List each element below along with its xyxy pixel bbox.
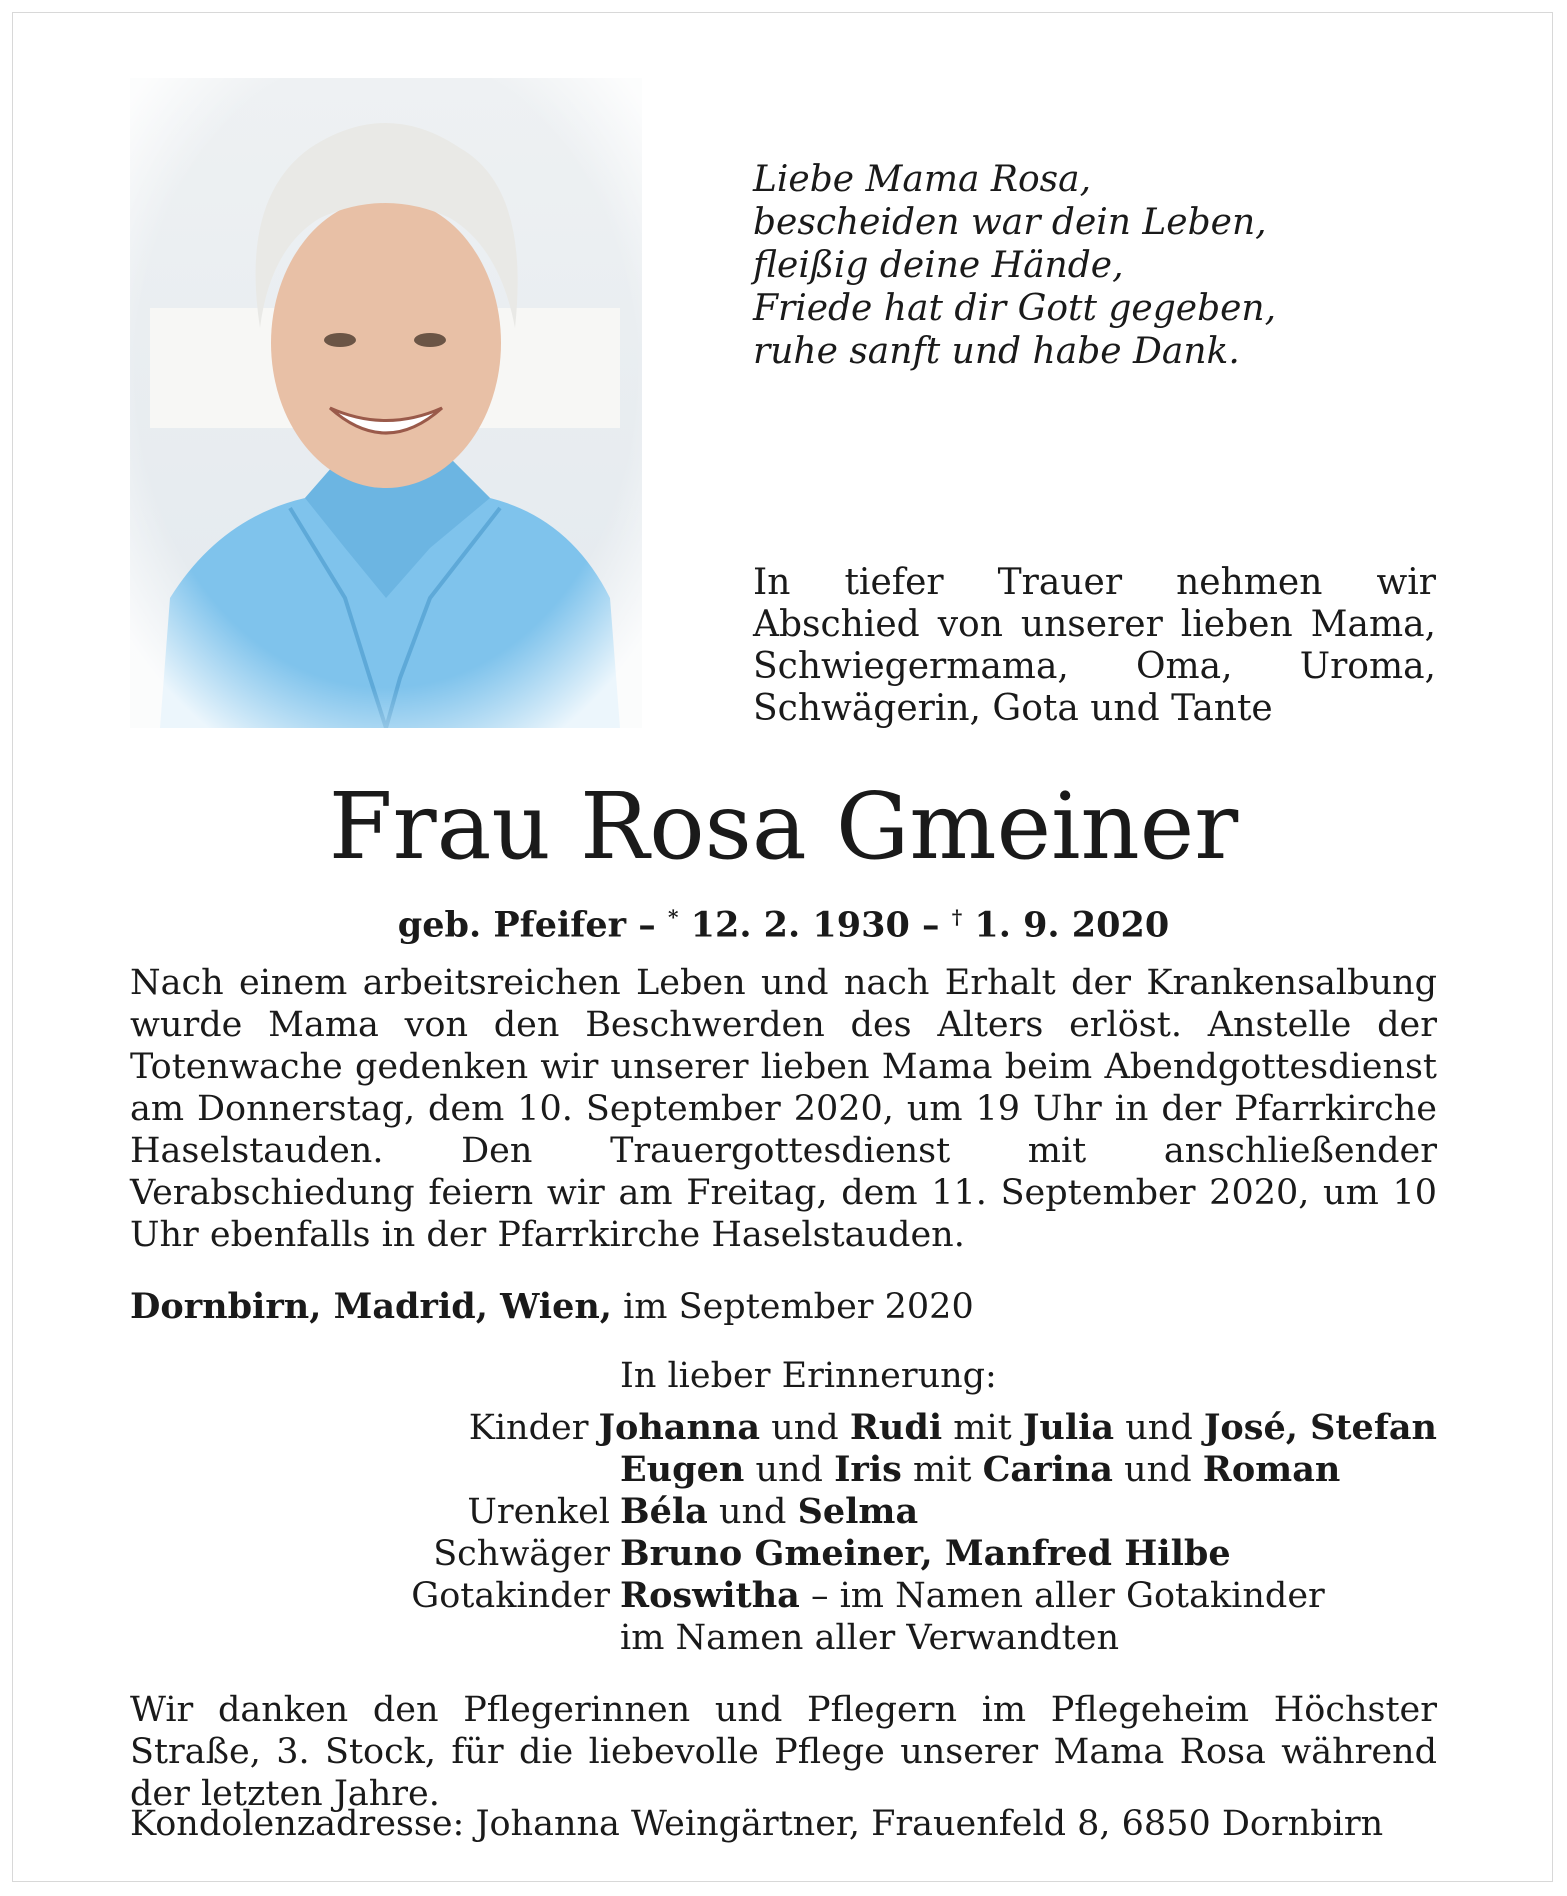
person-name: Rudi bbox=[849, 1407, 943, 1448]
maiden-name: geb. Pfeifer bbox=[397, 904, 627, 946]
service-announcement: Nach einem arbeitsreichen Leben und nach Erhalt der Krankensalbung wurde Mama von den Beschwerden des Alters erlöst. Anstelle der Totenwache gedenken wir unserer lieben Mama beim Abendgottesdienst am Donnerstag, dem 10. September 2020, um 19 Uhr in der Pfarrkirche Haselstauden. Den Trauergottesdienst mit anschließender Verabschiedung feiern wir am Freitag, dem 11. September 2020, um 10 Uhr ebenfalls in der Pfarrkirche Haselstauden. bbox=[130, 963, 1437, 1255]
connector-text: und bbox=[1112, 1450, 1203, 1490]
family-role: Kinder bbox=[468, 1408, 589, 1448]
poem-line: Friede hat dir Gott gegeben, bbox=[753, 288, 1277, 329]
person-name: Eugen bbox=[620, 1449, 745, 1490]
connector-text: und bbox=[1114, 1408, 1204, 1448]
connector-text: – im Namen aller Gotakinder bbox=[799, 1576, 1325, 1616]
life-dates bbox=[0, 895, 1567, 948]
portrait-photo bbox=[130, 78, 642, 728]
poem-line: bescheiden war dein Leben, bbox=[753, 202, 1267, 243]
died-symbol: † bbox=[951, 905, 963, 929]
connector-text: und bbox=[707, 1492, 798, 1532]
family-names bbox=[598, 1407, 1437, 1449]
family-row-kinder bbox=[130, 1407, 1437, 1449]
person-name: Iris bbox=[834, 1449, 902, 1490]
died-date: 1. 9. 2020 bbox=[962, 904, 1170, 946]
family-row-kinder-cont bbox=[130, 1449, 1437, 1491]
family-names bbox=[620, 1575, 1437, 1617]
cities: Dornbirn, Madrid, Wien, bbox=[130, 1286, 612, 1327]
connector-text: mit bbox=[901, 1450, 983, 1490]
condolence-address: Kondolenzadresse: Johanna Weingärtner, Frauenfeld 8, 6850 Dornbirn bbox=[130, 1804, 1384, 1844]
memorial-poem bbox=[753, 158, 1453, 373]
born-date: 12. 2. 1930 bbox=[678, 904, 910, 946]
family-names: im Namen aller Verwandten bbox=[620, 1618, 1119, 1658]
family-row-gotakinder bbox=[130, 1575, 1437, 1617]
poem-line: fleißig deine Hände, bbox=[753, 245, 1124, 286]
person-name: Carina bbox=[982, 1449, 1113, 1490]
person-name: Roswitha bbox=[620, 1575, 800, 1616]
family-row-verwandte bbox=[130, 1617, 1437, 1659]
person-name: Selma bbox=[797, 1491, 919, 1532]
person-name: Roman bbox=[1202, 1449, 1341, 1490]
family-row-schwaeger bbox=[130, 1533, 1437, 1575]
family-role: Gotakinder bbox=[411, 1576, 610, 1616]
person-name: José, Stefan bbox=[1203, 1407, 1437, 1448]
person-name: Johanna bbox=[598, 1407, 761, 1448]
born-symbol: * bbox=[667, 905, 679, 929]
connector-text: und bbox=[744, 1450, 835, 1490]
person-name: Béla bbox=[620, 1491, 708, 1532]
person-name: Bruno Gmeiner, Manfred Hilbe bbox=[620, 1533, 1231, 1574]
person-name: Julia bbox=[1022, 1407, 1115, 1448]
deceased-name: Frau Rosa Gmeiner bbox=[328, 773, 1239, 880]
intro-text: In tiefer Trauer nehmen wir Abschied von unserer lieben Mama, Schwiegermama, Oma, Uroma, Schwägerin, Gota und Tante bbox=[753, 562, 1436, 729]
family-role: Urenkel bbox=[467, 1492, 610, 1532]
date-text: im September 2020 bbox=[611, 1287, 974, 1327]
family-list bbox=[130, 1407, 1437, 1659]
connector-text: und bbox=[760, 1408, 850, 1448]
family-row-urenkel bbox=[130, 1491, 1437, 1533]
family-names bbox=[620, 1449, 1437, 1491]
memory-heading: In lieber Erinnerung: bbox=[620, 1356, 997, 1396]
family-names bbox=[620, 1491, 1437, 1533]
poem-line: Liebe Mama Rosa, bbox=[753, 159, 1092, 200]
separator: – bbox=[626, 904, 668, 946]
place-date-line bbox=[130, 1286, 1437, 1328]
separator: – bbox=[909, 904, 952, 946]
family-names bbox=[620, 1533, 1437, 1575]
poem-line: ruhe sanft und habe Dank. bbox=[753, 331, 1240, 372]
connector-text: mit bbox=[942, 1408, 1023, 1448]
thanks-text: Wir danken den Pflegerinnen und Pflegern im Pflegeheim Höchster Straße, 3. Stock, für die liebevolle Pflege unserer Mama Rosa während der letzten Jahre. bbox=[130, 1690, 1437, 1814]
family-role: Schwäger bbox=[433, 1534, 610, 1574]
